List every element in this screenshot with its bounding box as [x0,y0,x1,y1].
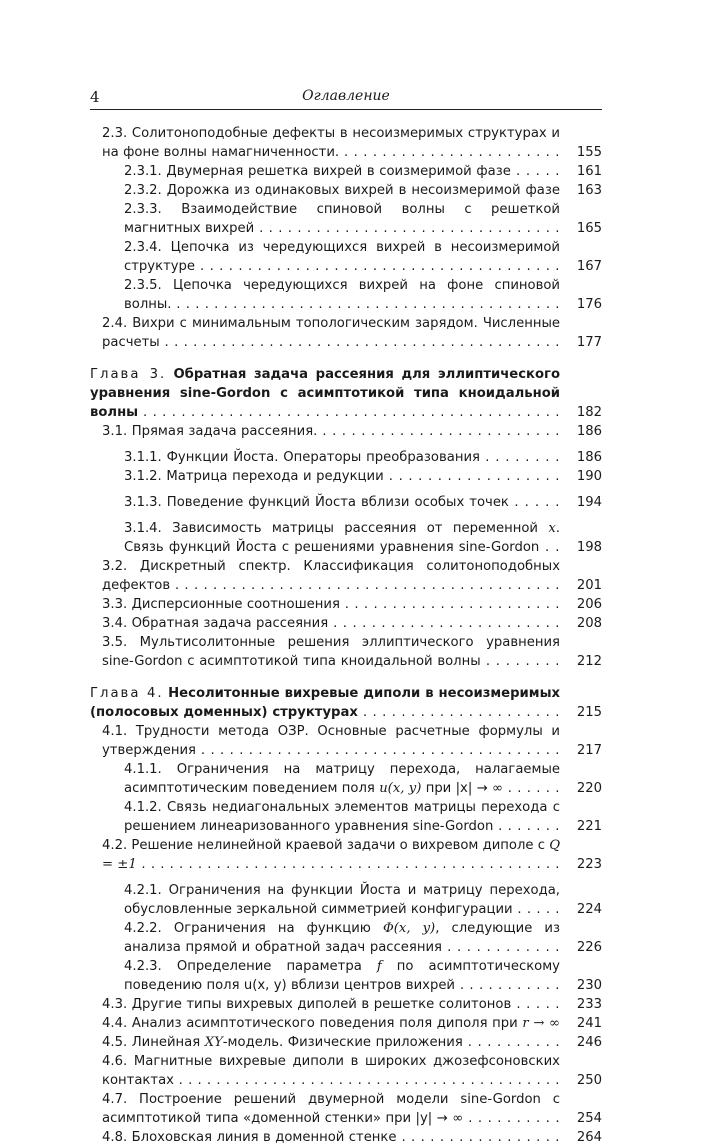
toc-entry-formula: XY [204,1035,223,1050]
header-rule [90,109,602,110]
toc-entry[interactable] [102,633,602,671]
toc-page-number: 246 [571,1033,602,1052]
toc-entry-number: 2.4. [102,316,128,331]
toc-entry-number: 2.3.4. [124,240,162,255]
toc-entry-number: 4.7. [102,1092,128,1107]
toc-entry[interactable] [124,181,602,200]
toc-page-number: 233 [571,995,602,1014]
toc-entry-number: 4.6. [102,1054,128,1069]
toc-entry[interactable] [102,422,602,441]
toc-entry-title: Обратная задача рассеяния [131,616,329,631]
toc-entry[interactable] [102,124,602,162]
toc-page-number: 254 [571,1109,602,1128]
toc-entry-number: 3.4. [102,616,128,631]
toc-entry-number: 4.8. [102,1130,128,1145]
toc-entry-formula: u(x, y) [379,781,422,796]
toc-entry-title: Несолитонные вихревые диполи в несоизмеримых (полосовых доменных) структурах [90,686,560,720]
toc-entry-number: 2.3.3. [124,202,162,217]
toc-page-number: 241 [571,1014,602,1033]
toc-entry-title: Поведение функций Йоста вблизи особых точек [166,495,509,510]
toc-entry-number: 4.1. [102,724,128,739]
toc-entry-number: Глава 3. [90,367,167,382]
toc-entry-formula: f [376,959,382,974]
toc-entry-title [124,762,560,796]
toc-page-number: 264 [571,1128,602,1147]
toc-page-number: 186 [571,448,602,467]
toc-entry-number: 3.1.2. [124,469,162,484]
toc-entry[interactable] [124,448,602,467]
toc-entry[interactable] [102,836,602,874]
toc-entry[interactable] [102,995,602,1014]
toc-entry-number: 3.1. [102,424,128,439]
toc-entry-title [124,921,560,955]
toc-entry[interactable] [124,493,602,512]
toc-entry-number: 3.1.1. [124,450,162,465]
toc-entry-number: 4.2. [102,838,128,853]
toc-entry-title: Вихри с минимальным топологическим зарядом. Численные расчеты [102,316,560,350]
toc-entry-formula: r → ∞ [522,1016,560,1031]
toc-entry-title: Магнитные вихревые диполи в широких джозефсоновских контактах [102,1054,560,1088]
toc-entry-formula: Φ(x, y) [382,921,436,936]
toc-entry-number: 3.1.3. [124,495,162,510]
running-header [90,88,602,110]
toc-chapter[interactable] [90,365,602,422]
toc-page-number: 176 [571,295,602,314]
toc-entry-title: Взаимодействие спиновой волны с решеткой магнитных вихрей [124,202,560,236]
toc-page-number: 206 [571,595,602,614]
toc-entry[interactable] [124,200,602,238]
toc-entry-formula: Q = ±1 [102,838,560,872]
toc-page-number: 167 [571,257,602,276]
toc-entry[interactable] [124,919,602,957]
toc-entry-title: Функции Йоста. Операторы преобразования [166,450,480,465]
toc-page-number: 163 [571,181,602,200]
toc-entry-title: Прямая задача рассеяния. [131,424,318,439]
toc-entry-title: Связь недиагональных элементов матрицы перехода с решением линеаризованного уравнения sine-Gordon [124,800,560,834]
toc-entry[interactable] [102,557,602,595]
toc-entry-number: 4.2.2. [124,921,162,936]
toc-entry-number: 4.3. [102,997,128,1012]
toc-entry-number: 4.2.3. [124,959,162,974]
toc-entry-title-text: , следующие из анализа прямой и обратной задач рассеяния [124,921,560,955]
toc-entry[interactable] [102,1014,602,1033]
toc-entry-title-text: Анализ асимптотического поведения поля диполя при [131,1016,523,1031]
toc-page-number: 226 [571,938,602,957]
toc-entry-title-text: . Связь функций Йоста с решениями уравнения sine-Gordon [124,521,560,555]
toc-entry-title: Построение решений двумерной модели sine-Gordon с асимптотикой типа «доменной стенки» при |y| → ∞ [102,1092,560,1126]
toc-entry-title: Цепочка из чередующихся вихрей в несоизмеримой структуре [124,240,560,274]
toc-entry-title: Дисперсионные соотношения [131,597,340,612]
toc-entry[interactable] [102,1033,602,1052]
toc-entry-title-text: Решение нелинейной краевой задачи о вихревом диполе с [131,838,550,853]
toc-entry-title: Ограничения на функции Йоста и матрицу перехода, обусловленные зеркальной симметрией конфигурации [124,883,560,917]
toc-entry-title [124,959,560,993]
toc-page-number: 230 [571,976,602,995]
toc-entry[interactable] [102,722,602,760]
toc-entry-title [102,838,560,872]
toc-entry-title-text: Определение параметра [176,959,377,974]
toc-entry[interactable] [124,519,602,557]
toc-entry-title-text: Ограничения на функцию [173,921,383,936]
toc-page-number: 221 [571,817,602,836]
toc-page-number: 217 [571,741,602,760]
toc-entry[interactable] [124,467,602,486]
toc-entry[interactable] [124,760,602,798]
toc-page-number: 220 [571,779,602,798]
toc-entry[interactable] [124,881,602,919]
toc-entry[interactable] [124,798,602,836]
toc-entry-title: Обратная задача рассеяния для эллиптического уравнения sine-Gordon с асимптотикой типа кноидальной волны [90,367,561,420]
running-title: Оглавление [302,88,390,104]
toc-entry[interactable] [124,276,602,314]
toc-entry[interactable] [102,1128,602,1147]
toc-entry[interactable] [102,1052,602,1090]
toc-entry-number: 2.3.5. [124,278,162,293]
toc-entry-number: 2.3.2. [124,183,162,198]
toc-page-number: 223 [571,855,602,874]
toc-page-number: 215 [571,703,602,722]
toc-entry-title: Солитоноподобные дефекты в несоизмеримых структурах и на фоне волны намагниченности. [102,126,560,160]
toc-entry[interactable] [102,314,602,352]
toc-page-number: 165 [571,219,602,238]
toc-entry-title: Мультисолитонные решения эллиптического уравнения sine-Gordon с асимптотикой типа кноидальной волны [102,635,560,669]
toc-entry-title-text: Линейная [131,1035,205,1050]
toc-entry-title: Дискретный спектр. Классификация солитоноподобных дефектов [102,559,560,593]
toc-entry[interactable] [102,1090,602,1128]
toc-entry-number: 4.5. [102,1035,128,1050]
toc-entry-number: 4.1.2. [124,800,162,815]
toc-entry-number: 3.3. [102,597,128,612]
toc-entry[interactable] [124,238,602,276]
toc-page-number: 155 [571,143,602,162]
toc-entry-number: 4.2.1. [124,883,162,898]
toc-entry-title-text: при |x| → ∞ [421,781,503,796]
toc-entry-title: Матрица перехода и редукции [166,469,384,484]
toc-entry-number: 3.1.4. [124,521,162,536]
toc-entry-number: 2.3. [102,126,128,141]
toc-chapter[interactable] [90,684,602,722]
toc-page-number: 177 [571,333,602,352]
toc-entry[interactable] [102,595,602,614]
toc-entry-number: Глава 4. [90,686,164,701]
toc-entry-number: 4.4. [102,1016,128,1031]
toc-page-number: 182 [571,403,602,422]
toc-page-number: 201 [571,576,602,595]
toc-entry-title: Цепочка чередующихся вихрей на фоне спиновой волны. [124,278,560,312]
toc-page-number: 224 [571,900,602,919]
toc-entry-number: 3.2. [102,559,128,574]
toc-entry-title: Двумерная решетка вихрей в соизмеримой фазе [166,164,511,179]
toc-page-number: 194 [571,493,602,512]
table-of-contents [90,124,602,1147]
toc-entry-title: Дорожка из одинаковых вихрей в несоизмеримой фазе [166,183,560,198]
toc-entry-number: 4.1.1. [124,762,162,777]
toc-entry[interactable] [102,614,602,633]
toc-entry-number: 2.3.1. [124,164,162,179]
toc-entry-title [132,1016,560,1031]
toc-entry-title-text: Ограничения на матрицу перехода, налагаемые асимптотическим поведением поля [124,762,560,796]
toc-entry-title [124,521,560,555]
toc-entry[interactable] [124,162,602,181]
toc-page-number: 161 [571,162,602,181]
toc-page-number: 250 [571,1071,602,1090]
toc-entry-title-text: по асимптотическому поведению поля u(x, y) вблизи центров вихрей [124,959,560,993]
toc-entry-title: Трудности метода ОЗР. Основные расчетные формулы и утверждения [102,724,560,758]
toc-page-number: 198 [571,538,602,557]
toc-entry[interactable] [124,957,602,995]
toc-page-number: 212 [571,652,602,671]
toc-entry-number: 3.5. [102,635,128,650]
toc-entry-title: Блоховская линия в доменной стенке [131,1130,397,1145]
toc-page-number: 190 [571,467,602,486]
toc-page-number: 208 [571,614,602,633]
toc-entry-title [132,1035,463,1050]
page-number: 4 [90,88,100,106]
toc-entry-title-text: Зависимость матрицы рассеяния от переменной [172,521,549,536]
toc-page-number: 186 [571,422,602,441]
toc-entry-title-text: -модель. Физические приложения [222,1035,463,1050]
toc-entry-formula: x [548,521,556,536]
toc-entry-title: Другие типы вихревых диполей в решетке солитонов [131,997,512,1012]
